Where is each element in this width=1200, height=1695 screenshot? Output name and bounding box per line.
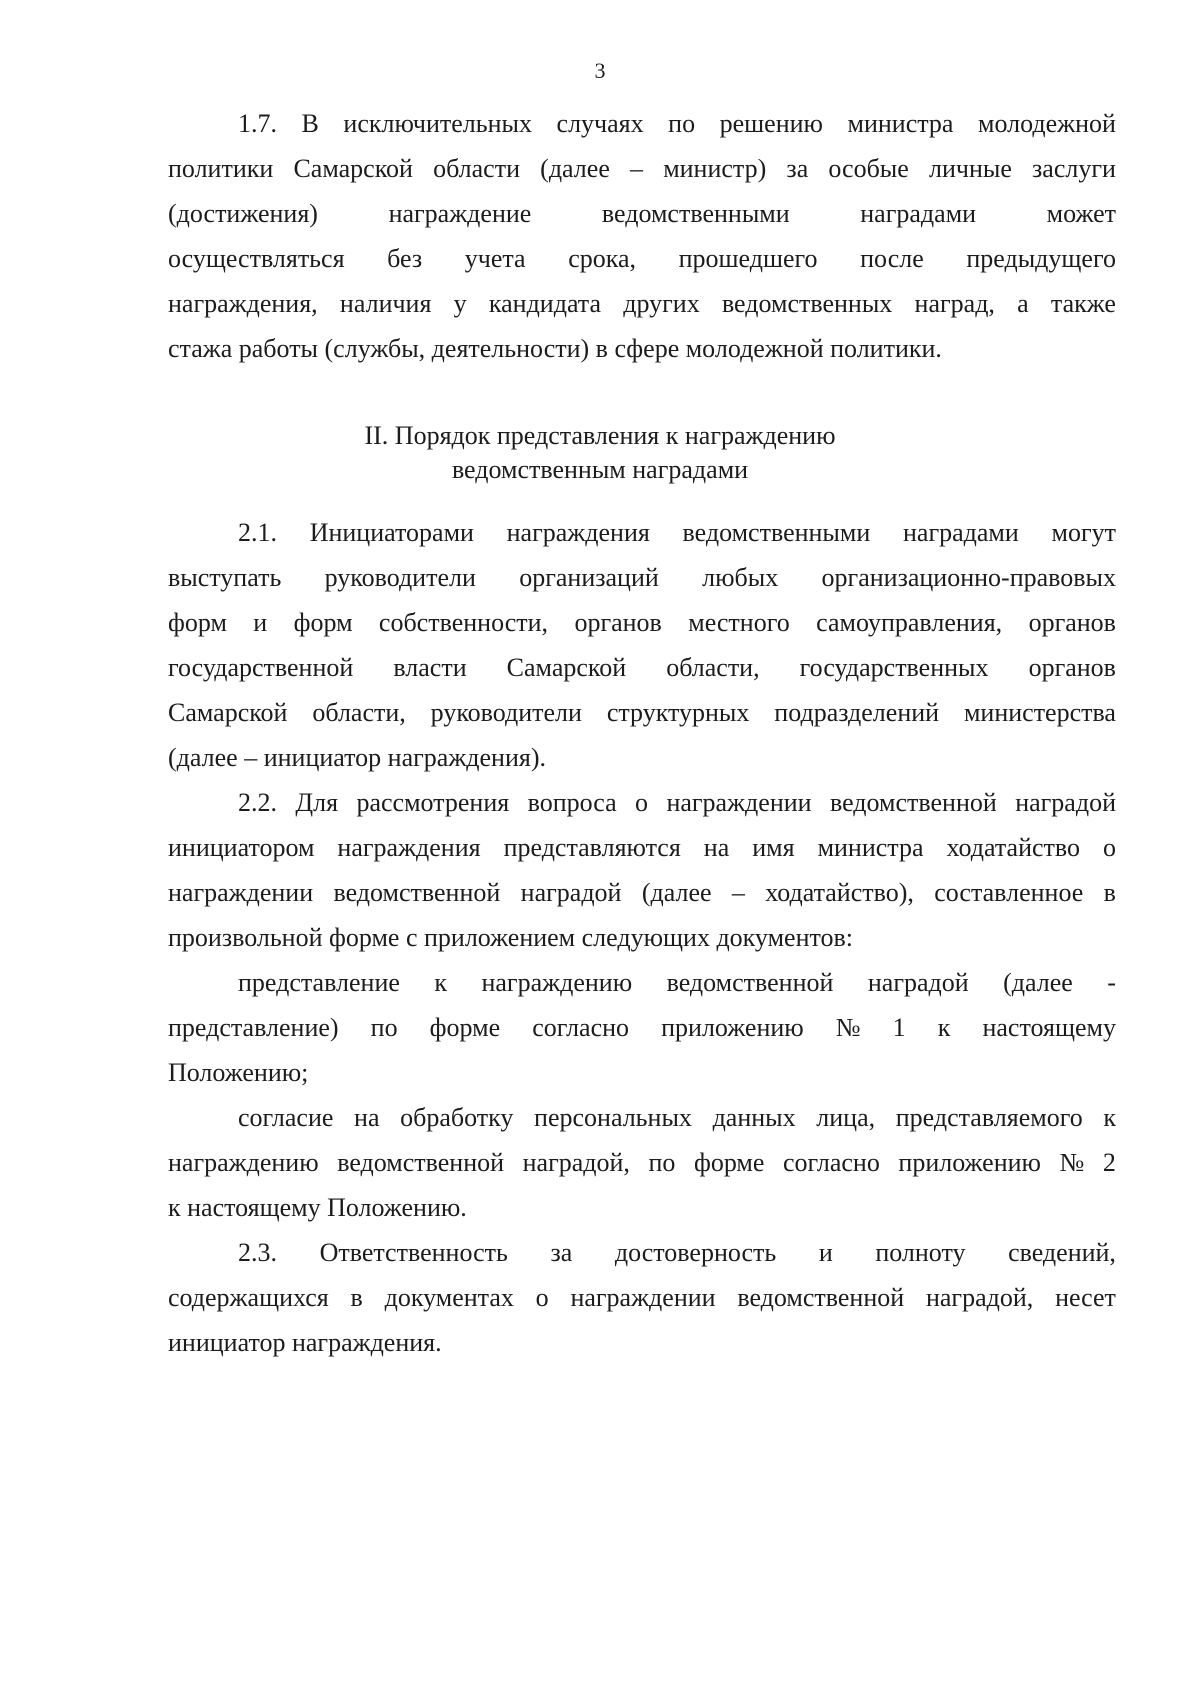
word: форме bbox=[693, 1148, 765, 1177]
word: форм bbox=[293, 608, 353, 637]
word: местного bbox=[688, 608, 790, 637]
word: наличия bbox=[339, 289, 432, 318]
word: вопроса bbox=[527, 788, 617, 817]
text-line bbox=[168, 1281, 1116, 1315]
word: по bbox=[370, 1013, 398, 1042]
text-line bbox=[238, 966, 1116, 1000]
word: также bbox=[1050, 289, 1116, 318]
word: министерства bbox=[963, 698, 1116, 727]
page-number: 3 bbox=[594, 58, 606, 83]
text-line: произвольной форме с приложением следующих документов: bbox=[168, 923, 854, 952]
word: ведомственной bbox=[829, 788, 997, 817]
text-line bbox=[168, 152, 1116, 186]
word: любых bbox=[702, 563, 779, 592]
word: наградами bbox=[860, 199, 977, 228]
word: награждении bbox=[168, 878, 314, 907]
word: настоящему bbox=[982, 1013, 1116, 1042]
word: государственных bbox=[799, 653, 989, 682]
text-line: к настоящему Положению. bbox=[168, 1193, 467, 1222]
word: представление) bbox=[168, 1013, 339, 1042]
word: и bbox=[253, 608, 268, 637]
word: области bbox=[433, 154, 520, 183]
text-line: Положению; bbox=[168, 1058, 309, 1087]
word: ведомственными bbox=[601, 199, 790, 228]
word: руководители bbox=[324, 563, 476, 592]
word: кандидата bbox=[488, 289, 602, 318]
word: наградой bbox=[520, 878, 622, 907]
word: министр) bbox=[663, 154, 767, 183]
word: инициатором bbox=[168, 833, 315, 862]
word: согласно bbox=[782, 1148, 880, 1177]
word: решению bbox=[719, 109, 823, 138]
word: несет bbox=[1055, 1283, 1116, 1312]
text-line bbox=[168, 1146, 1116, 1180]
word: Самарской bbox=[293, 154, 413, 183]
word: министра bbox=[817, 833, 924, 862]
text-line bbox=[168, 876, 1116, 910]
word: лица, bbox=[816, 1103, 876, 1132]
word: предыдущего bbox=[966, 244, 1116, 273]
word: а bbox=[1017, 289, 1029, 318]
word: 1.7. bbox=[238, 109, 277, 138]
word: представляются bbox=[503, 833, 681, 862]
word: награждении bbox=[666, 788, 812, 817]
word: ведомственной bbox=[333, 878, 501, 907]
word: представление bbox=[238, 968, 400, 997]
word: документах bbox=[384, 1283, 514, 1312]
word: (достижения) bbox=[168, 199, 318, 228]
word: приложению bbox=[898, 1148, 1041, 1177]
word: области, bbox=[312, 698, 406, 727]
word: в bbox=[1103, 878, 1116, 907]
word: приложению bbox=[661, 1013, 804, 1042]
word: (далее bbox=[540, 154, 610, 183]
word: за bbox=[550, 1238, 573, 1267]
word: организаций bbox=[519, 563, 659, 592]
word: после bbox=[860, 244, 924, 273]
word: о bbox=[635, 788, 649, 817]
word: согласие bbox=[238, 1103, 334, 1132]
word: на bbox=[703, 833, 730, 862]
text-line bbox=[238, 516, 1116, 550]
text-line bbox=[168, 606, 1116, 640]
word: руководители bbox=[430, 698, 582, 727]
word: Самарской bbox=[168, 698, 288, 727]
word: выступать bbox=[168, 563, 282, 592]
word: ведомственной bbox=[337, 1148, 505, 1177]
word: личные bbox=[928, 154, 1012, 183]
word: за bbox=[786, 154, 809, 183]
section-heading-line-1: II. Порядок представления к награждению bbox=[364, 421, 836, 450]
word: награждения, bbox=[168, 289, 318, 318]
word: случаях bbox=[556, 109, 644, 138]
text-line bbox=[238, 107, 1116, 141]
word: органов bbox=[1028, 653, 1116, 682]
word: содержащихся bbox=[168, 1283, 329, 1312]
word: ходатайство bbox=[946, 833, 1081, 862]
word: согласно bbox=[532, 1013, 630, 1042]
word: имя bbox=[752, 833, 795, 862]
text-line: стажа работы (службы, деятельности) в сфере молодежной политики. bbox=[168, 334, 942, 363]
word: наградой bbox=[1015, 788, 1116, 817]
word: осуществляться bbox=[168, 244, 345, 273]
text-line bbox=[168, 1011, 1116, 1045]
word: молодежной bbox=[978, 109, 1116, 138]
word: награждения bbox=[506, 518, 650, 547]
text-line bbox=[168, 242, 1116, 276]
word: структурных bbox=[606, 698, 750, 727]
word: у bbox=[453, 289, 467, 318]
word: Для bbox=[295, 788, 339, 817]
word: к bbox=[1103, 1103, 1116, 1132]
word: 2.3. bbox=[238, 1238, 277, 1267]
word: особые bbox=[828, 154, 909, 183]
word: и bbox=[818, 1238, 833, 1267]
word: министра bbox=[847, 109, 954, 138]
text-line bbox=[168, 197, 1116, 231]
text-line bbox=[238, 1101, 1116, 1135]
word: о bbox=[535, 1283, 549, 1312]
word: форме bbox=[429, 1013, 501, 1042]
word: наградой, bbox=[925, 1283, 1034, 1312]
word: срока, bbox=[568, 244, 637, 273]
word: награждения bbox=[337, 833, 481, 862]
word: подразделений bbox=[774, 698, 940, 727]
word: Ответственность bbox=[319, 1238, 508, 1267]
word: 2.2. bbox=[238, 788, 277, 817]
word: - bbox=[1107, 968, 1116, 997]
word: сведений, bbox=[1008, 1238, 1116, 1267]
word: наградами bbox=[902, 518, 1019, 547]
word: учета bbox=[464, 244, 526, 273]
word: форм bbox=[168, 608, 227, 637]
word: – bbox=[630, 154, 644, 183]
word: ведомственными bbox=[682, 518, 871, 547]
word: 1 bbox=[892, 1013, 906, 1042]
word: исключительных bbox=[343, 109, 533, 138]
word: (далее bbox=[1003, 968, 1073, 997]
word: ведомственной bbox=[666, 968, 834, 997]
word: ведомственной bbox=[737, 1283, 905, 1312]
word: № bbox=[1059, 1148, 1085, 1177]
word: государственной bbox=[168, 653, 354, 682]
word: составленное bbox=[934, 878, 1084, 907]
text-line bbox=[168, 651, 1116, 685]
word: (далее bbox=[641, 878, 712, 907]
word: к bbox=[937, 1013, 951, 1042]
word: награждение bbox=[388, 199, 532, 228]
text-line bbox=[238, 786, 1116, 820]
word: прошедшего bbox=[678, 244, 818, 273]
word: данных bbox=[712, 1103, 796, 1132]
word: в bbox=[350, 1283, 363, 1312]
word: персональных bbox=[534, 1103, 692, 1132]
word: на bbox=[354, 1103, 380, 1132]
word: организационно-правовых bbox=[821, 563, 1116, 592]
word: награждению bbox=[481, 968, 633, 997]
word: без bbox=[387, 244, 423, 273]
text-line: инициатор награждения. bbox=[168, 1328, 442, 1357]
word: о bbox=[1103, 833, 1116, 862]
word: области, bbox=[666, 653, 760, 682]
word: других bbox=[623, 289, 700, 318]
word: по bbox=[648, 1148, 676, 1177]
word: – bbox=[731, 878, 745, 907]
word: ведомственных bbox=[721, 289, 893, 318]
word: наград, bbox=[914, 289, 995, 318]
word: политики bbox=[168, 154, 274, 183]
word: № bbox=[835, 1013, 861, 1042]
word: самоуправления, bbox=[816, 608, 1003, 637]
word: достоверность bbox=[614, 1238, 777, 1267]
section-heading-line-2: ведомственным наградами bbox=[451, 455, 749, 484]
word: Самарской bbox=[506, 653, 627, 682]
word: обработку bbox=[400, 1103, 514, 1132]
text-line: (далее – инициатор награждения). bbox=[168, 743, 547, 772]
word: власти bbox=[393, 653, 467, 682]
word: органов bbox=[574, 608, 662, 637]
word: В bbox=[301, 109, 319, 138]
word: рассмотрения bbox=[356, 788, 510, 817]
word: к bbox=[434, 968, 448, 997]
text-line bbox=[168, 696, 1116, 730]
word: органов bbox=[1028, 608, 1116, 637]
word: награждению bbox=[168, 1148, 319, 1177]
word: могут bbox=[1051, 518, 1116, 547]
word: Инициаторами bbox=[309, 518, 474, 547]
text-line bbox=[168, 561, 1116, 595]
word: 2 bbox=[1102, 1148, 1116, 1177]
word: может bbox=[1046, 199, 1116, 228]
word: наградой bbox=[867, 968, 969, 997]
word: представляемого bbox=[895, 1103, 1083, 1132]
word: ходатайство), bbox=[765, 878, 914, 907]
text-line bbox=[168, 287, 1116, 321]
text-line bbox=[168, 831, 1116, 865]
word: собственности, bbox=[378, 608, 549, 637]
word: 2.1. bbox=[238, 518, 277, 547]
word: заслуги bbox=[1032, 154, 1116, 183]
word: награждении bbox=[570, 1283, 716, 1312]
word: по bbox=[668, 109, 696, 138]
word: наградой, bbox=[522, 1148, 630, 1177]
text-line bbox=[238, 1236, 1116, 1270]
word: полноту bbox=[875, 1238, 966, 1267]
